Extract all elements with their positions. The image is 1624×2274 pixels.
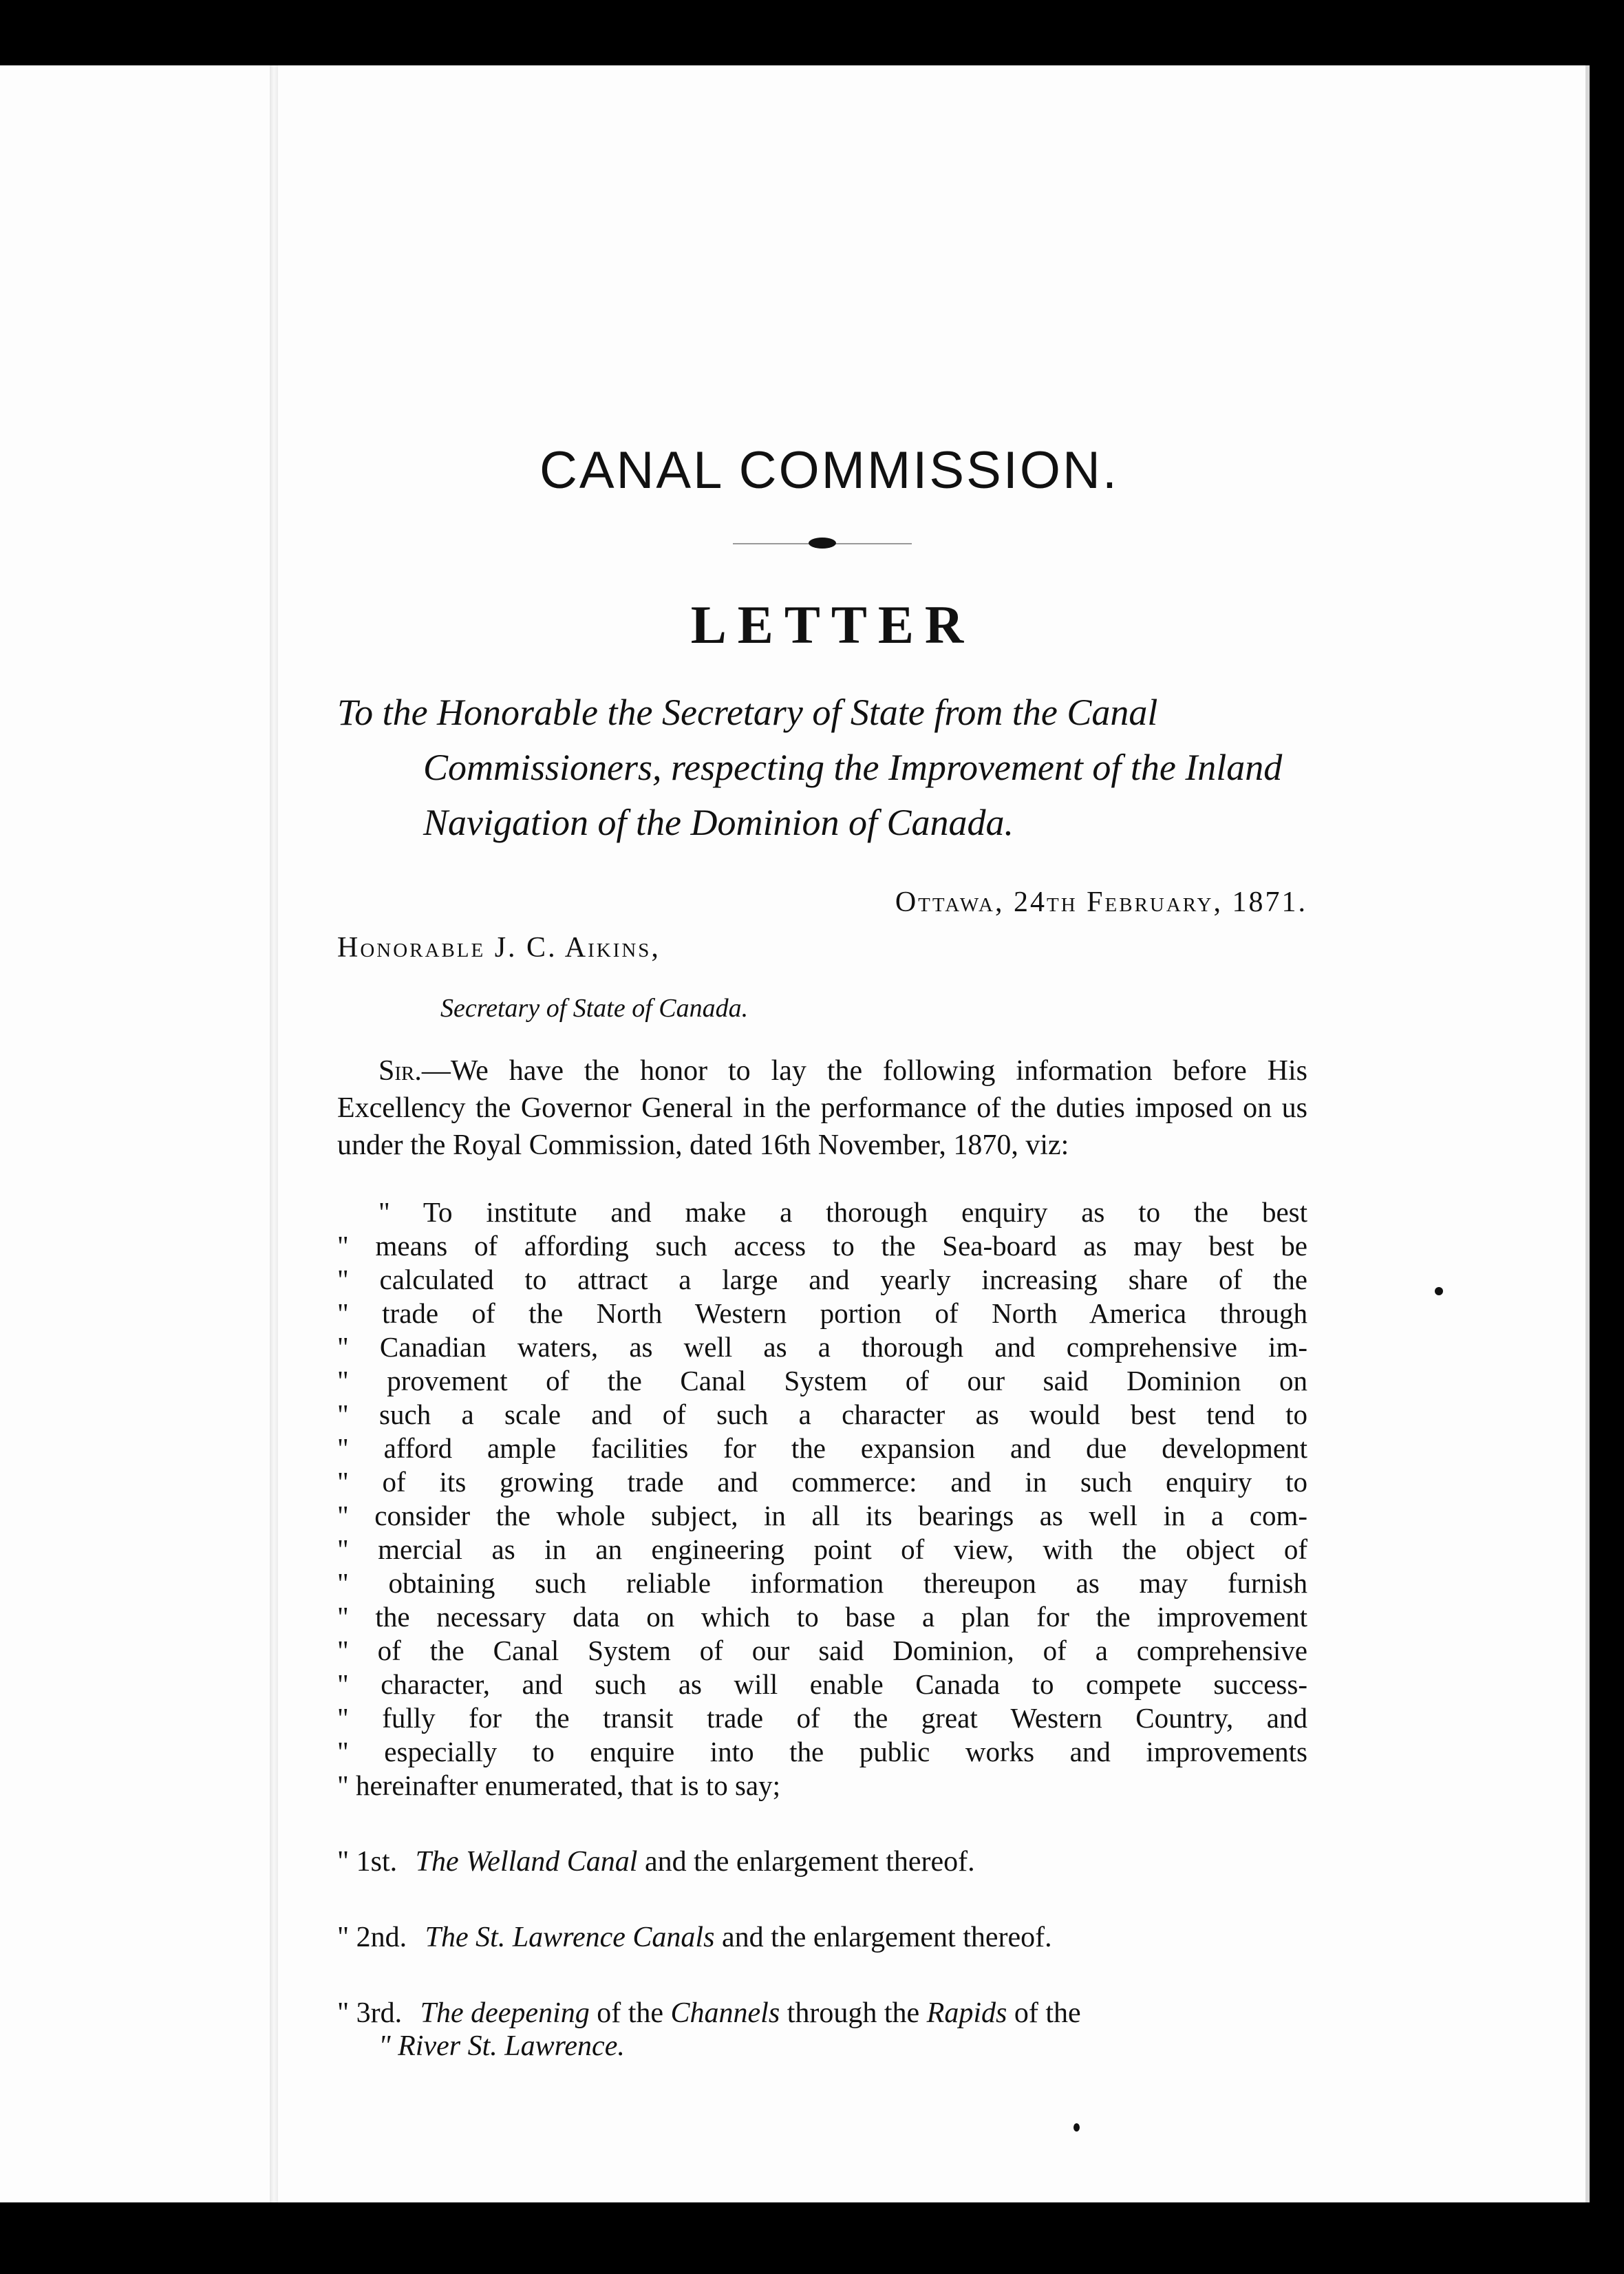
- item-italic: Rapids: [926, 1997, 1007, 2029]
- item-continuation: " River St. Lawrence.: [378, 2030, 625, 2062]
- quote-line: " provement of the Canal System of our said Dominion on: [337, 1365, 1307, 1396]
- commission-quote: [337, 1196, 1307, 1803]
- list-item: [337, 1921, 1307, 1954]
- quote-line: " mercial as in an engineering point of view, with the object of: [337, 1533, 1307, 1565]
- quote-line: " means of affording such access to the Sea-board as may best be: [337, 1230, 1307, 1262]
- quote-line: " calculated to attract a large and yearly increasing share of the: [337, 1264, 1307, 1295]
- item-italic: The St. Lawrence Canals: [425, 1922, 715, 1953]
- list-item: [337, 1845, 1307, 1878]
- date-line: Ottawa, 24th February, 1871.: [895, 886, 1307, 918]
- item-italic: Channels: [670, 1997, 780, 2029]
- salutation: Sir.: [378, 1055, 422, 1087]
- intro-text: —We have the honor to lay the following information before His Excellency the Governor General in the performance of the duties imposed on us under the Royal Commission, dated 16th November, 1870, viz:: [337, 1055, 1307, 1161]
- ink-speck: [1073, 2123, 1080, 2132]
- quote-line: " of its growing trade and commerce: and in such enquiry to: [337, 1466, 1307, 1498]
- item-label: " 3rd.: [337, 1997, 403, 2029]
- page-fold: [270, 65, 278, 2202]
- quote-line: " especially to enquire into the public works and improvements: [337, 1736, 1307, 1767]
- quote-line: " afford ample facilities for the expansion and due development: [337, 1432, 1307, 1464]
- quote-line: " Canadian waters, as well as a thorough and comprehensive im-: [337, 1331, 1307, 1363]
- item-italic: The Welland Canal: [415, 1846, 638, 1878]
- document-title: CANAL COMMISSION.: [539, 441, 1120, 500]
- item-label: " 1st.: [337, 1846, 398, 1878]
- item-text: of the: [1014, 1997, 1081, 2029]
- letter-subtitle: To the Honorable the Secretary of State from the Canal Commissioners, respecting the Improvement of the Inland Navigation of the Dominion of Canada.: [337, 692, 1283, 843]
- ornament-mark: [809, 538, 836, 549]
- addressee-title: Secretary of State of Canada.: [440, 994, 749, 1023]
- quote-line: " To institute and make a thorough enquiry as to the best: [378, 1196, 1307, 1228]
- document-page: [0, 65, 1590, 2202]
- ornament-divider: [733, 533, 912, 554]
- quote-line: " character, and such as will enable Canada to compete success-: [337, 1668, 1307, 1700]
- item-text: and the enlargement thereof.: [644, 1846, 975, 1878]
- addressee-name: Honorable J. C. Aikins,: [337, 932, 661, 964]
- page-edge: [1585, 65, 1590, 2202]
- quote-line: " fully for the transit trade of the great Western Country, and: [337, 1702, 1307, 1734]
- item-text: of the: [597, 1997, 664, 2029]
- list-item: [337, 1997, 1307, 2063]
- document-content: [337, 368, 1307, 2063]
- quote-line: " obtaining such reliable information thereupon as may furnish: [337, 1567, 1307, 1599]
- item-italic: The deepening: [420, 1997, 590, 2029]
- quote-line: " such a scale and of such a character as would best tend to: [337, 1399, 1307, 1430]
- letter-heading: LETTER: [690, 595, 975, 655]
- quote-line: " trade of the North Western portion of North America through: [337, 1297, 1307, 1329]
- quote-line: " consider the whole subject, in all its bearings as well in a com-: [337, 1500, 1307, 1531]
- item-text: through the: [787, 1997, 920, 2029]
- quote-line: " of the Canal System of our said Dominion, of a comprehensive: [337, 1635, 1307, 1666]
- item-label: " 2nd.: [337, 1922, 407, 1953]
- item-text: and the enlargement thereof.: [721, 1922, 1052, 1953]
- ink-speck: [1435, 1287, 1443, 1295]
- quote-line: " hereinafter enumerated, that is to say;: [337, 1770, 781, 1801]
- quote-line: " the necessary data on which to base a plan for the improvement: [337, 1601, 1307, 1633]
- intro-paragraph: [337, 1052, 1307, 1164]
